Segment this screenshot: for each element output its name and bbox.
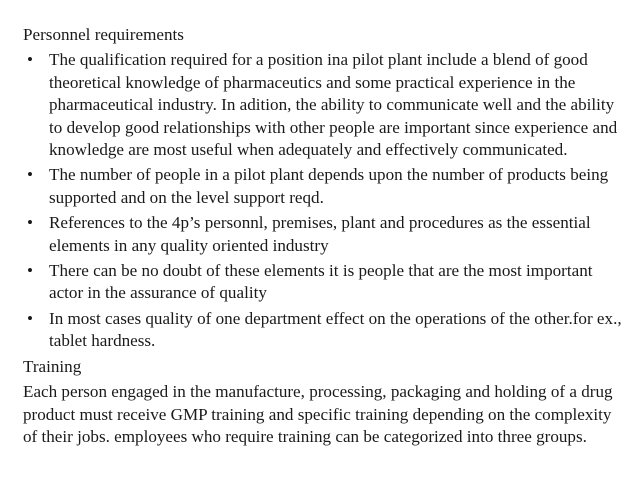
bullet-item [23,164,623,209]
bullet-icon: • [27,165,33,185]
bullet-item [23,260,623,305]
training-paragraph: Each person engaged in the manufacture, processing, packaging and holding of a drug product must receive GMP training and specific training depending on the complexity of their jobs. employees who require training can be categorized into three groups. [23,382,613,446]
bullet-text: In most cases quality of one department effect on the operations of the other.for ex., tablet hardness. [49,308,622,351]
bullet-item [23,212,623,257]
bullet-icon: • [27,50,33,70]
slide-content [23,24,623,448]
section-heading-personnel: Personnel requirements [23,25,184,44]
bullet-text: The qualification required for a position ina pilot plant include a blend of good theoretical knowledge of pharmaceutics and some practical experience in the pharmaceutical industry. In adition, the ability to communicate well and the ability to develop good relationships with other people are important since experience and knowledge are most useful when adequately and effectively communicated. [49,50,618,160]
bullet-text: There can be no doubt of these elements it is people that are the most important actor in the assurance of quality [49,261,593,303]
section-heading-training: Training [23,356,82,376]
bullet-text: References to the 4p’s personnl, premises, plant and procedures as the essential elements in any quality oriented industry [49,213,591,255]
bullet-icon: • [27,308,33,328]
bullet-item [23,49,623,161]
bullet-text: The number of people in a pilot plant depends upon the number of products being supported and on the level support reqd. [49,165,609,207]
bullet-icon: • [27,261,33,281]
bullet-list [23,49,623,352]
bullet-icon: • [27,213,33,233]
bullet-item [23,308,623,353]
